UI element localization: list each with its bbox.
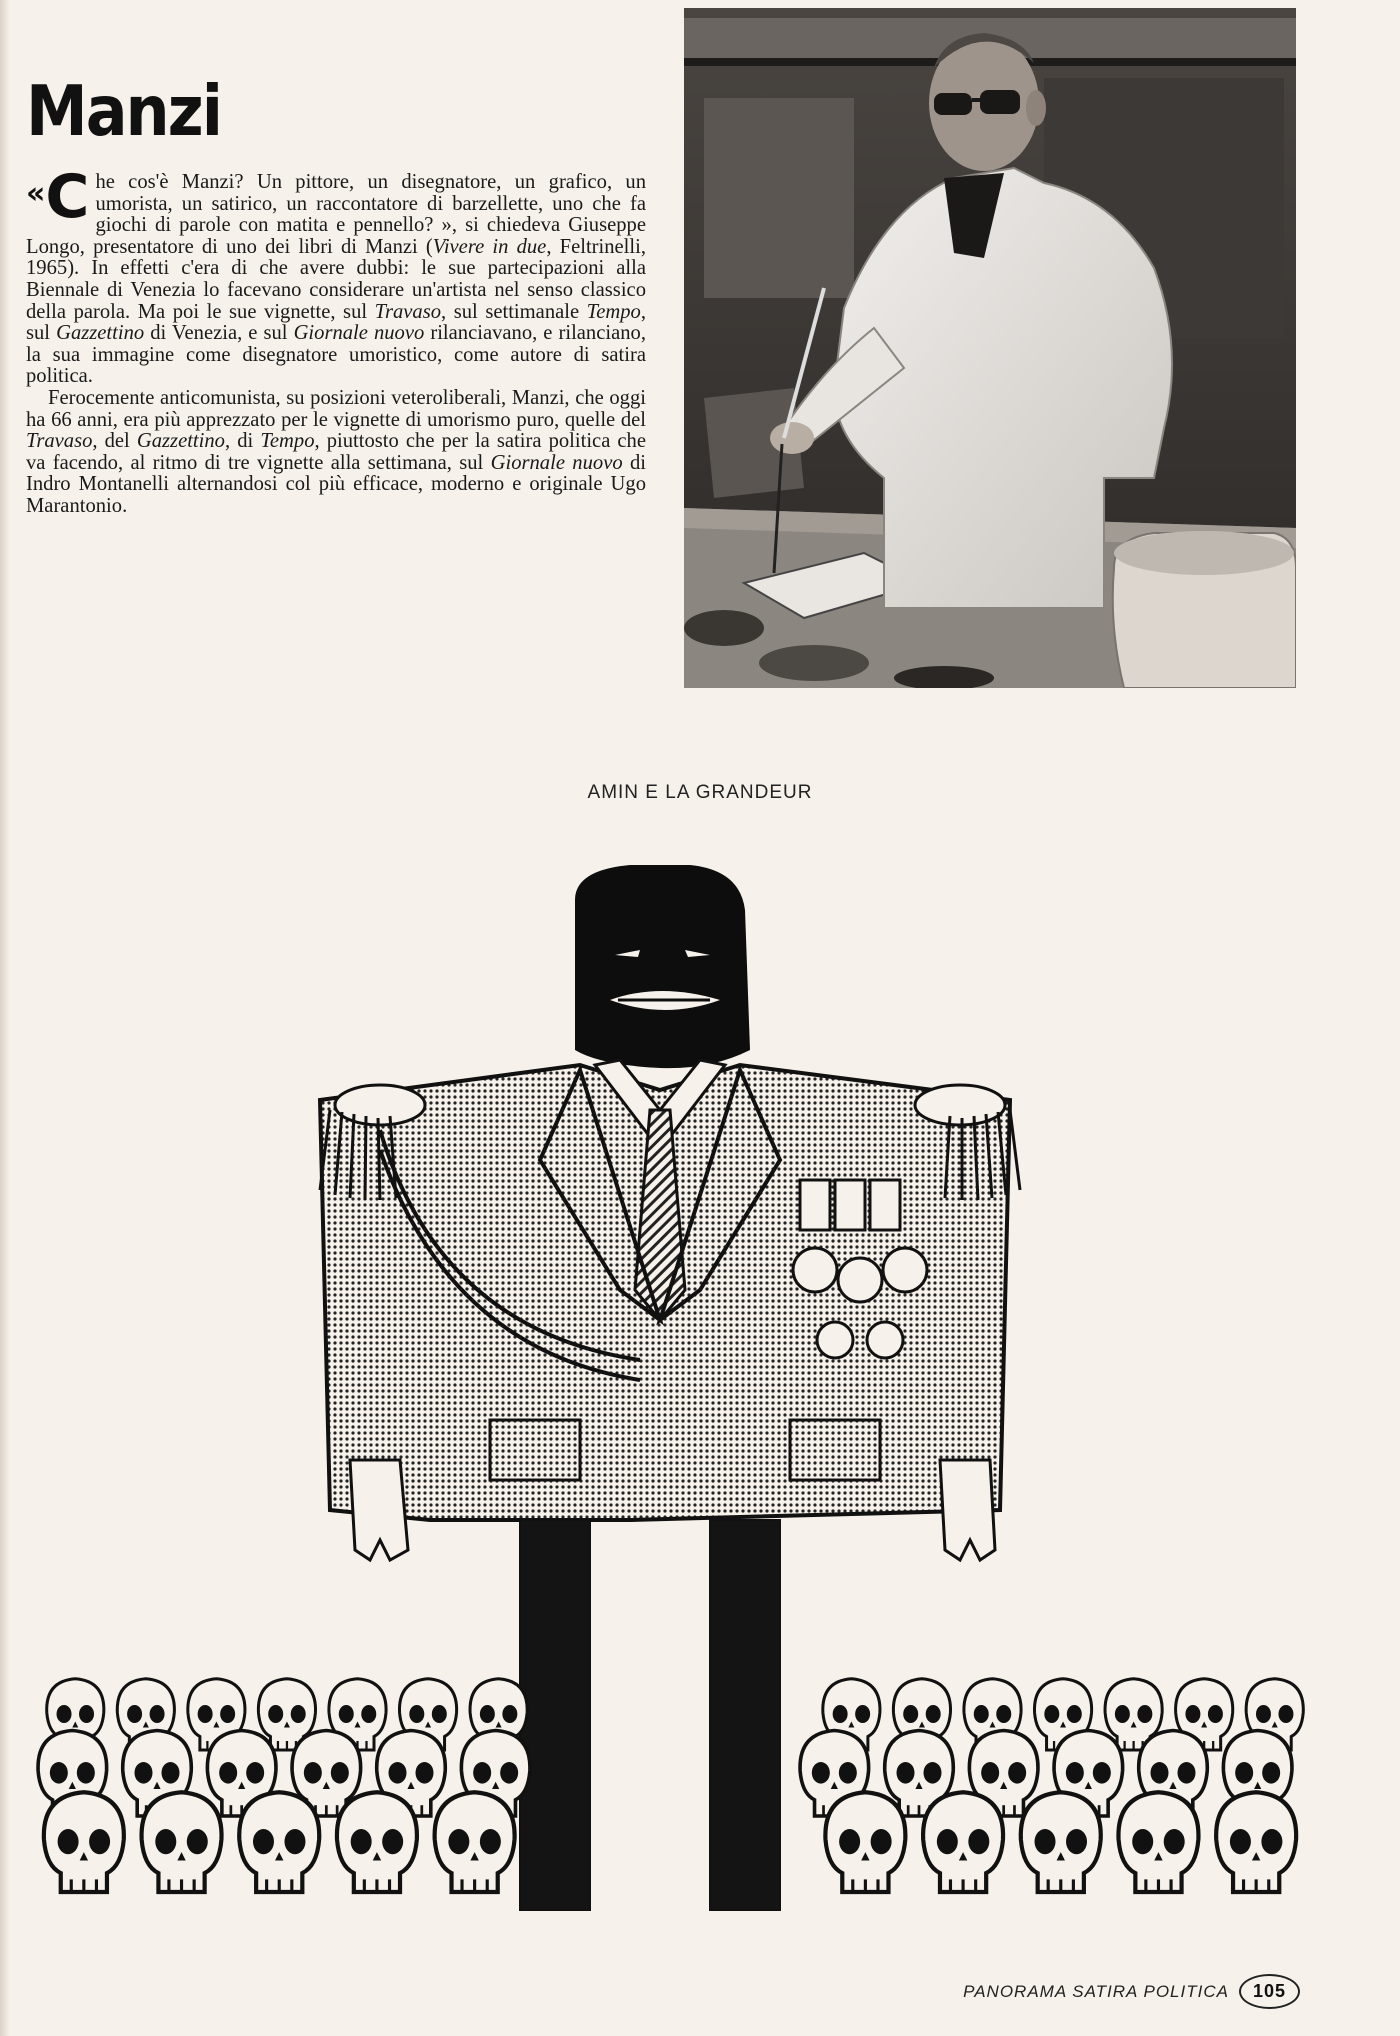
drop-cap: «C <box>26 162 90 232</box>
skull <box>142 1792 222 1892</box>
skull <box>435 1792 515 1892</box>
skull <box>1216 1792 1296 1892</box>
publication-name: PANORAMA SATIRA POLITICA <box>963 1981 1229 2001</box>
skull <box>44 1792 124 1892</box>
cartoon-illustration <box>20 860 1320 1960</box>
cartoon-caption: AMIN E LA GRANDEUR <box>587 782 813 803</box>
paragraph-2: Ferocemente anticomunista, su posizioni veteroliberali, Manzi, che oggi ha 66 anni, era più apprezzato per le vignette di umorismo puro, quelle del Travaso, del Gazzettino, di Tempo, piuttosto che per la satira politica che va facendo, al ritmo di tre vignette alla settimana, sul Giornale nuovo di Indro Montanelli alternandosi col più efficace, moderno e originale Ugo Marantonio. <box>26 386 647 517</box>
skull <box>923 1792 1003 1892</box>
page-footer <box>963 1974 1300 2009</box>
page-number: 105 <box>1239 1974 1300 2009</box>
paragraph-1: «C he cos'è Manzi? Un pittore, un disegnatore, un grafico, un umorista, un satirico, un raccontatore di barzellette, uno che fa giochi di parole con matita e pennello? », si chiedeva Giuseppe Longo, presentatore di uno dei libri di Manzi (Vivere in due, Feltrinelli, 1965). In effetti c'era di che avere dubbi: le sue partecipazioni alla Biennale di Venezia lo facevano considerare un'artista nel senso classico della parola. Ma poi le sue vignette, sul Travaso, sul settimanale Tempo, sul Gazzettino di Venezia, e sul Giornale nuovo rilanciavano, e rilanciano, la sua immagine come disegnatore umoristico, come autore di satira politica. <box>26 162 646 388</box>
skull <box>337 1792 417 1892</box>
skull-field <box>38 1679 1303 1892</box>
skull <box>239 1792 319 1892</box>
page-edge <box>0 0 10 2036</box>
skull <box>1021 1792 1101 1892</box>
artist-photo <box>684 8 1296 688</box>
skull <box>825 1792 905 1892</box>
skull <box>1118 1792 1198 1892</box>
article-body <box>26 162 647 518</box>
article-title: Manzi <box>26 70 222 152</box>
